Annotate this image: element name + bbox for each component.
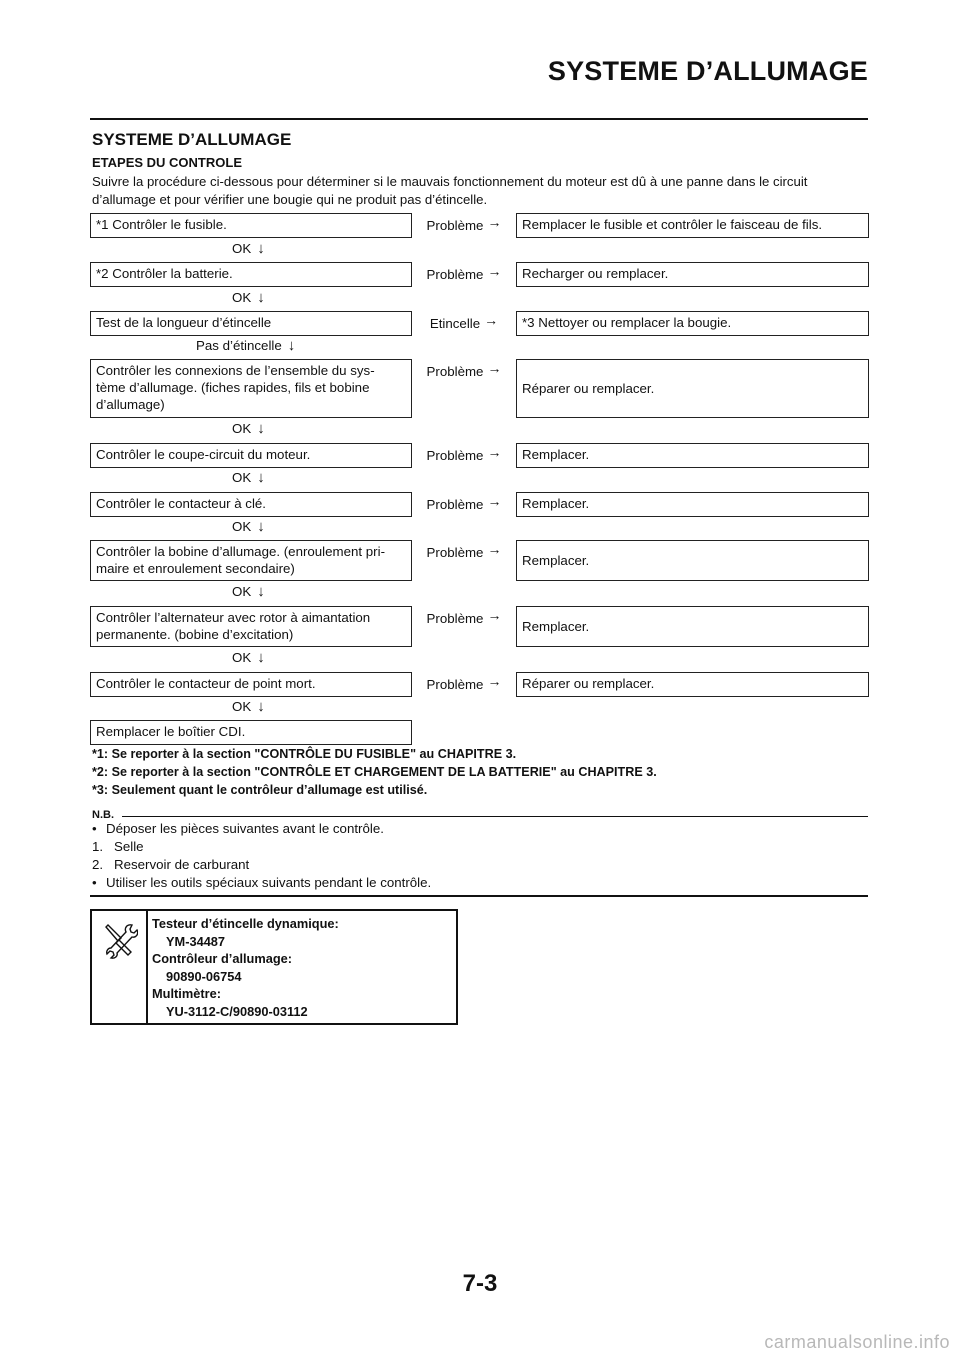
arrow-right-icon: →	[487, 541, 502, 557]
nb-line	[92, 839, 144, 854]
condition-text: Problème	[426, 545, 484, 560]
next-text: OK	[232, 519, 252, 534]
section-title: SYSTEME D’ALLUMAGE	[92, 130, 292, 149]
condition-text: Problème	[426, 218, 484, 233]
intro-paragraph: Suivre la procédure ci-dessous pour déterminer si le mauvais fonctionnement du moteur est dû à une panne dans le circuit d’allumage et pour vérifier une bougie qui ne produit pas d’étincelle.	[92, 174, 808, 207]
next-text: Pas d’étincelle	[196, 338, 282, 353]
action-box-battery: Recharger ou remplacer.	[516, 262, 869, 287]
arrow-down-icon: ↓	[257, 649, 265, 666]
check-box-engine-stop-switch: Contrôler le coupe-circuit du moteur.	[90, 443, 412, 468]
action-box-connections: Réparer ou remplacer.	[516, 359, 869, 418]
condition-label	[412, 312, 516, 331]
next-label	[232, 289, 265, 306]
nb-bottom-rule	[90, 895, 868, 897]
check-box-ignition-coil: Contrôler la bobine d’allumage. (enroulement pri- maire et enroulement secondaire)	[90, 540, 412, 581]
next-text: OK	[232, 650, 252, 665]
next-text: OK	[232, 290, 252, 305]
next-label	[232, 698, 265, 715]
footnote-3: *3: Seulement quant le contrôleur d’allumage est utilisé.	[92, 783, 428, 797]
condition-label	[412, 607, 516, 626]
action-box-ignition-coil: Remplacer.	[516, 540, 869, 581]
tool-name: Testeur d’étincelle dynamique:	[152, 916, 339, 931]
bullet-marker: •	[92, 821, 97, 836]
condition-label	[412, 214, 516, 233]
tool-code: 90890-06754	[166, 968, 242, 984]
footnote-2: *2: Se reporter à la section "CONTRÔLE ET CHARGEMENT DE LA BATTERIE" au CHAPITRE 3.	[92, 765, 657, 779]
footnote-1: *1: Se reporter à la section "CONTRÔLE DU FUSIBLE" au CHAPITRE 3.	[92, 747, 517, 761]
tool-code: YM-34487	[166, 933, 226, 949]
condition-label	[412, 263, 516, 282]
check-box-battery: *2 Contrôler la batterie.	[90, 262, 412, 287]
page-number: 7-3	[462, 1270, 498, 1297]
condition-label	[412, 541, 516, 560]
tool-list	[152, 915, 339, 1021]
action-box-main-switch: Remplacer.	[516, 492, 869, 517]
nb-text: Déposer les pièces suivantes avant le contrôle.	[106, 821, 384, 836]
nb-line	[92, 821, 384, 836]
next-text: OK	[232, 241, 252, 256]
check-box-spark-gap: Test de la longueur d’étincelle	[90, 311, 412, 336]
condition-label	[412, 360, 516, 379]
nb-label: N.B.	[92, 809, 114, 821]
check-box-ac-magneto: Contrôler l’alternateur avec rotor à aimantation permanente. (bobine d’excitation)	[90, 606, 412, 647]
condition-text: Problème	[426, 364, 484, 379]
next-text: OK	[232, 470, 252, 485]
nb-rule	[122, 816, 868, 817]
tool-icon-cell	[92, 911, 148, 1023]
watermark: carmanualsonline.info	[764, 1332, 950, 1352]
nb-text: Utiliser les outils spéciaux suivants pendant le contrôle.	[106, 875, 432, 890]
arrow-down-icon: ↓	[257, 518, 265, 535]
next-text: OK	[232, 699, 252, 714]
number-marker: 2.	[92, 857, 104, 872]
header-rule	[90, 118, 868, 120]
condition-text: Problème	[426, 267, 484, 282]
arrow-right-icon: →	[487, 493, 502, 509]
arrow-down-icon: ↓	[257, 420, 265, 437]
action-box-spark-plug: *3 Nettoyer ou remplacer la bougie.	[516, 311, 869, 336]
check-box-neutral-switch: Contrôler le contacteur de point mort.	[90, 672, 412, 697]
next-text: OK	[232, 421, 252, 436]
next-label	[232, 518, 265, 535]
nb-text: Selle	[114, 839, 144, 854]
arrow-down-icon: ↓	[257, 289, 265, 306]
arrow-down-icon: ↓	[257, 698, 265, 715]
check-box-connections: Contrôler les connexions de l’ensemble du sys- tème d’allumage. (fiches rapides, fils et bobine d’allumage)	[90, 359, 412, 418]
section-subtitle: ETAPES DU CONTROLE	[92, 155, 242, 170]
arrow-down-icon: ↓	[257, 469, 265, 486]
arrow-right-icon: →	[487, 214, 502, 230]
nb-line	[92, 875, 431, 890]
arrow-down-icon: ↓	[287, 337, 296, 354]
next-label	[196, 337, 295, 354]
condition-text: Problème	[426, 497, 484, 512]
next-label	[232, 649, 265, 666]
wrench-screwdriver-icon	[102, 921, 138, 961]
arrow-right-icon: →	[484, 312, 499, 328]
condition-text: Problème	[426, 448, 484, 463]
action-box-fuse: Remplacer le fusible et contrôler le faisceau de fils.	[516, 213, 869, 238]
special-tools-box	[90, 909, 458, 1025]
action-box-engine-stop-switch: Remplacer.	[516, 443, 869, 468]
condition-text: Etincelle	[429, 316, 481, 331]
check-box-main-switch: Contrôler le contacteur à clé.	[90, 492, 412, 517]
action-box-ac-magneto: Remplacer.	[516, 606, 869, 647]
arrow-right-icon: →	[487, 673, 502, 689]
arrow-right-icon: →	[487, 444, 502, 460]
next-label	[232, 420, 265, 437]
arrow-right-icon: →	[487, 263, 502, 279]
number-marker: 1.	[92, 839, 104, 854]
condition-label	[412, 444, 516, 463]
header-title: SYSTEME D’ALLUMAGE	[547, 56, 868, 86]
arrow-down-icon: ↓	[257, 583, 265, 600]
next-text: OK	[232, 584, 252, 599]
nb-text: Reservoir de carburant	[114, 857, 250, 872]
condition-label	[412, 673, 516, 692]
bullet-marker: •	[92, 875, 97, 890]
condition-text: Problème	[426, 677, 484, 692]
condition-text: Problème	[426, 611, 484, 626]
arrow-right-icon: →	[487, 607, 502, 623]
nb-line	[92, 857, 249, 872]
next-label	[232, 469, 265, 486]
final-box-cdi: Remplacer le boîtier CDI.	[90, 720, 412, 745]
check-box-fuse: *1 Contrôler le fusible.	[90, 213, 412, 238]
tool-name: Multimètre:	[152, 986, 221, 1002]
tool-name: Contrôleur d’allumage:	[152, 951, 293, 967]
action-box-neutral-switch: Réparer ou remplacer.	[516, 672, 869, 697]
arrow-right-icon: →	[487, 360, 502, 376]
next-label	[232, 240, 265, 257]
next-label	[232, 583, 265, 600]
arrow-down-icon: ↓	[257, 240, 265, 257]
condition-label	[412, 493, 516, 512]
tool-code: YU-3112-C/90890-03112	[166, 1003, 308, 1019]
